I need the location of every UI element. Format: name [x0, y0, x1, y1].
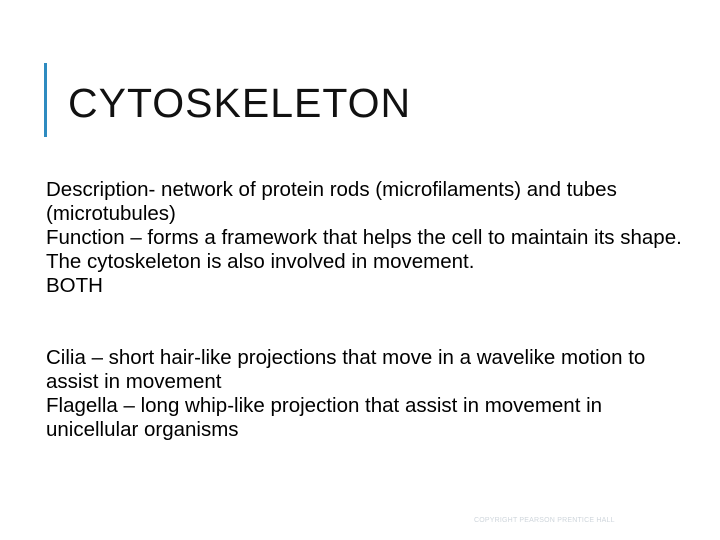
cilia-text: Cilia – short hair-like projections that move in a wavelike motion to assist in movement	[46, 346, 646, 393]
title-accent-bar	[44, 63, 47, 137]
copyright-footer: COPYRIGHT PEARSON PRENTICE HALL	[474, 517, 615, 524]
function-text: Function – forms a framework that helps the cell to maintain its shape. The cytoskeleton is also involved in movement.	[46, 226, 682, 273]
slide-title: CYTOSKELETON	[68, 80, 412, 126]
both-text: BOTH	[46, 274, 103, 297]
flagella-text: Flagella – long whip-like projection that assist in movement in unicellular organisms	[46, 394, 603, 441]
spacer	[46, 298, 686, 346]
slide-body	[46, 178, 686, 442]
description-text: Description- network of protein rods (microfilaments) and tubes (microtubules)	[46, 178, 617, 225]
